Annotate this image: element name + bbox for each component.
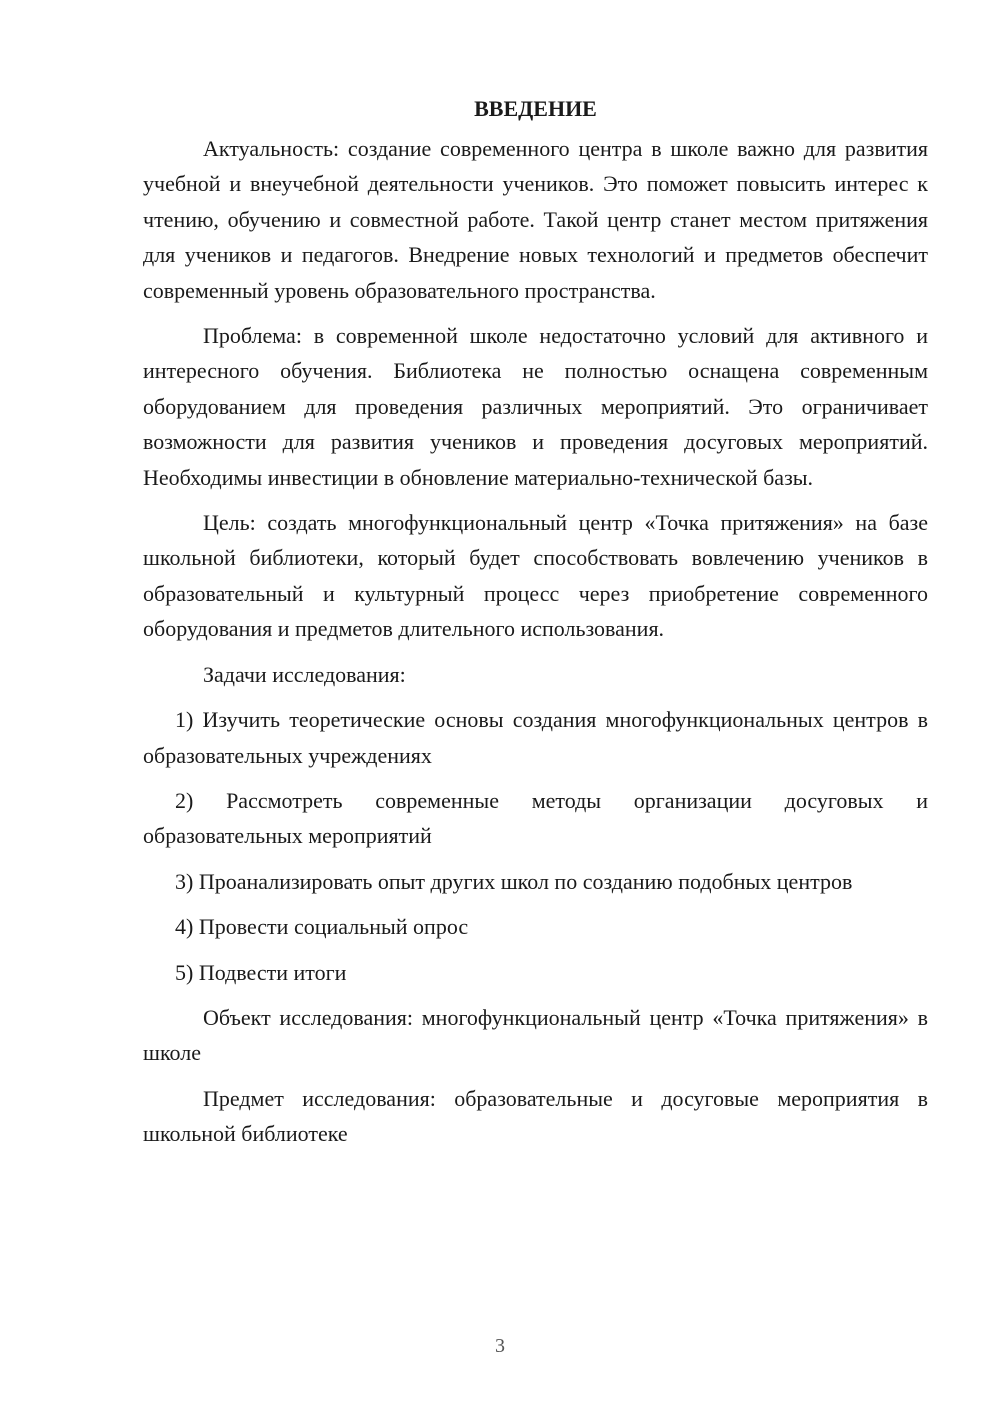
research-object-paragraph: Объект исследования: многофункциональный центр «Точка притяжения» в школе <box>143 1004 928 1066</box>
tasks-heading: Задачи исследования: <box>203 661 406 687</box>
section-title: ВВЕДЕНИЕ <box>474 96 597 121</box>
page-number: 3 <box>495 1335 505 1357</box>
relevance-paragraph: Актуальность: создание современного центра в школе важно для развития учебной и внеучебной деятельности учеников. Это поможет повысить интерес к чтению, обучению и совместной работе. Такой центр станет местом притяжения для учеников и педагогов. Внедрение новых технологий и предметов обеспечит современный уровень образовательного пространства. <box>143 136 928 303</box>
task-item-4: 4) Провести социальный опрос <box>175 914 469 940</box>
research-subject-paragraph: Предмет исследования: образовательные и досуговые мероприятия в школьной библиотеке <box>143 1085 928 1147</box>
goal-paragraph: Цель: создать многофункциональный центр «Точка притяжения» на базе школьной библиотеки, который будет способствовать вовлечению учеников в образовательный и культурный процесс через приобретение современного оборудования и предметов длительного использования. <box>143 510 928 642</box>
task-item-5: 5) Подвести итоги <box>175 959 347 985</box>
task-item-3: 3) Проанализировать опыт других школ по созданию подобных центров <box>175 868 853 894</box>
document-page <box>143 92 928 1162</box>
task-item-2: 2) Рассмотреть современные методы организации досуговых и образовательных мероприятий <box>143 787 928 849</box>
task-item-1: 1) Изучить теоретические основы создания многофункциональных центров в образовательных учреждениях <box>143 707 928 768</box>
problem-paragraph: Проблема: в современной школе недостаточно условий для активного и интересного обучения. Библиотека не полностью оснащена современным оборудованием для проведения различных мероприятий. Это ограничивает возможности для развития учеников и проведения досуговых мероприятий. Необходимы инвестиции в обновление материально-технической базы. <box>143 323 928 490</box>
